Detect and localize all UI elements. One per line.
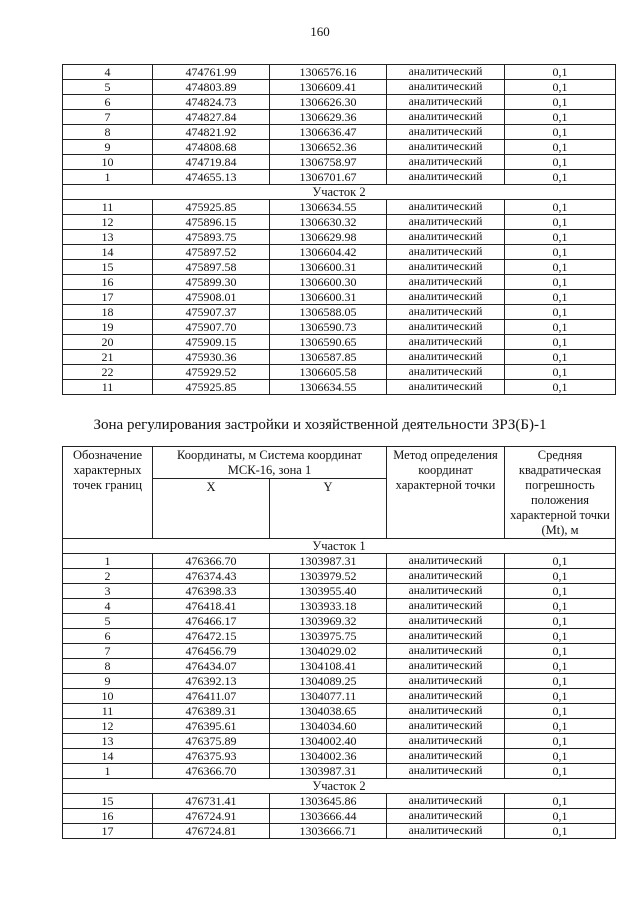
accuracy: 0,1	[505, 629, 616, 644]
method: аналитический	[387, 215, 505, 230]
accuracy: 0,1	[505, 230, 616, 245]
coord-y: 1306587.85	[270, 350, 387, 365]
point-number: 3	[63, 584, 153, 599]
coord-y: 1306588.05	[270, 305, 387, 320]
accuracy: 0,1	[505, 320, 616, 335]
coord-y: 1304034.60	[270, 719, 387, 734]
point-number: 11	[63, 200, 153, 215]
accuracy: 0,1	[505, 200, 616, 215]
table-row	[63, 824, 616, 839]
accuracy: 0,1	[505, 275, 616, 290]
accuracy: 0,1	[505, 569, 616, 584]
accuracy: 0,1	[505, 155, 616, 170]
accuracy: 0,1	[505, 365, 616, 380]
coord-y: 1306604.42	[270, 245, 387, 260]
table-row	[63, 65, 616, 80]
point-number: 11	[63, 380, 153, 395]
coord-x: 476374.43	[153, 569, 270, 584]
coord-x: 475925.85	[153, 380, 270, 395]
coord-y: 1303979.52	[270, 569, 387, 584]
coord-x: 474824.73	[153, 95, 270, 110]
coord-x: 476389.31	[153, 704, 270, 719]
method: аналитический	[387, 704, 505, 719]
table-row	[63, 215, 616, 230]
method: аналитический	[387, 260, 505, 275]
coord-y: 1306590.65	[270, 335, 387, 350]
method: аналитический	[387, 335, 505, 350]
point-number: 11	[63, 704, 153, 719]
point-number: 12	[63, 719, 153, 734]
method: аналитический	[387, 365, 505, 380]
point-number: 20	[63, 335, 153, 350]
table-row	[63, 719, 616, 734]
accuracy: 0,1	[505, 125, 616, 140]
table-row	[63, 659, 616, 674]
coord-y: 1306630.32	[270, 215, 387, 230]
table-row	[63, 260, 616, 275]
method: аналитический	[387, 230, 505, 245]
coord-y: 1304002.40	[270, 734, 387, 749]
table-row	[63, 584, 616, 599]
coord-x: 476366.70	[153, 764, 270, 779]
table2-rows-a	[63, 554, 616, 779]
accuracy: 0,1	[505, 335, 616, 350]
header-accuracy: Средняя квадратическая погрешность положения характерной точки (Mt), м	[505, 447, 616, 539]
table-row	[63, 155, 616, 170]
point-number: 8	[63, 125, 153, 140]
point-number: 1	[63, 554, 153, 569]
table2-section-2	[63, 779, 616, 794]
accuracy: 0,1	[505, 95, 616, 110]
coord-y: 1303955.40	[270, 584, 387, 599]
method: аналитический	[387, 749, 505, 764]
coord-x: 475929.52	[153, 365, 270, 380]
coord-y: 1303975.75	[270, 629, 387, 644]
point-number: 9	[63, 674, 153, 689]
coord-y: 1306634.55	[270, 200, 387, 215]
table1-rows-b	[63, 200, 616, 395]
table-row	[63, 200, 616, 215]
method: аналитический	[387, 659, 505, 674]
table1-section-2	[63, 185, 616, 200]
point-number: 13	[63, 734, 153, 749]
coord-x: 475909.15	[153, 335, 270, 350]
method: аналитический	[387, 644, 505, 659]
coord-y: 1306701.67	[270, 170, 387, 185]
coord-y: 1306576.16	[270, 65, 387, 80]
point-number: 6	[63, 629, 153, 644]
accuracy: 0,1	[505, 704, 616, 719]
method: аналитический	[387, 599, 505, 614]
accuracy: 0,1	[505, 599, 616, 614]
coord-y: 1303645.86	[270, 794, 387, 809]
method: аналитический	[387, 719, 505, 734]
coord-y: 1304002.36	[270, 749, 387, 764]
method: аналитический	[387, 629, 505, 644]
accuracy: 0,1	[505, 674, 616, 689]
coord-x: 475896.15	[153, 215, 270, 230]
accuracy: 0,1	[505, 110, 616, 125]
point-number: 7	[63, 644, 153, 659]
accuracy: 0,1	[505, 80, 616, 95]
coordinates-table-continued	[62, 64, 616, 395]
method: аналитический	[387, 290, 505, 305]
page-number: 160	[310, 24, 330, 39]
accuracy: 0,1	[505, 260, 616, 275]
coord-y: 1304077.11	[270, 689, 387, 704]
accuracy: 0,1	[505, 689, 616, 704]
method: аналитический	[387, 824, 505, 839]
accuracy: 0,1	[505, 764, 616, 779]
table-row	[63, 674, 616, 689]
point-number: 5	[63, 614, 153, 629]
coord-x: 474821.92	[153, 125, 270, 140]
coord-x: 474719.84	[153, 155, 270, 170]
coord-x: 476456.79	[153, 644, 270, 659]
table-row	[63, 629, 616, 644]
coord-x: 475899.30	[153, 275, 270, 290]
header-designation: Обозначение характерных точек границ	[63, 447, 153, 539]
coord-x: 475907.70	[153, 320, 270, 335]
accuracy: 0,1	[505, 749, 616, 764]
method: аналитический	[387, 554, 505, 569]
table-row	[63, 614, 616, 629]
point-number: 6	[63, 95, 153, 110]
coord-x: 475930.36	[153, 350, 270, 365]
coord-y: 1306652.36	[270, 140, 387, 155]
point-number: 13	[63, 230, 153, 245]
point-number: 8	[63, 659, 153, 674]
coord-y: 1306600.30	[270, 275, 387, 290]
method: аналитический	[387, 140, 505, 155]
method: аналитический	[387, 380, 505, 395]
coord-y: 1304038.65	[270, 704, 387, 719]
coord-y: 1306629.98	[270, 230, 387, 245]
accuracy: 0,1	[505, 245, 616, 260]
coord-x: 474655.13	[153, 170, 270, 185]
table-row	[63, 245, 616, 260]
method: аналитический	[387, 275, 505, 290]
coord-y: 1303933.18	[270, 599, 387, 614]
method: аналитический	[387, 584, 505, 599]
coord-y: 1303987.31	[270, 764, 387, 779]
accuracy: 0,1	[505, 584, 616, 599]
accuracy: 0,1	[505, 794, 616, 809]
section-title: Участок 2	[63, 779, 616, 794]
method: аналитический	[387, 794, 505, 809]
coord-x: 476366.70	[153, 554, 270, 569]
accuracy: 0,1	[505, 719, 616, 734]
table-row	[63, 809, 616, 824]
coord-x: 476375.89	[153, 734, 270, 749]
point-number: 19	[63, 320, 153, 335]
method: аналитический	[387, 689, 505, 704]
table-row	[63, 95, 616, 110]
accuracy: 0,1	[505, 659, 616, 674]
coord-y: 1306600.31	[270, 290, 387, 305]
coord-y: 1303987.31	[270, 554, 387, 569]
table-row	[63, 80, 616, 95]
coord-x: 474803.89	[153, 80, 270, 95]
point-number: 16	[63, 275, 153, 290]
section-title: Участок 2	[63, 185, 616, 200]
table-row	[63, 569, 616, 584]
point-number: 15	[63, 260, 153, 275]
point-number: 1	[63, 170, 153, 185]
coord-y: 1306629.36	[270, 110, 387, 125]
table-row	[63, 644, 616, 659]
table-row	[63, 290, 616, 305]
point-number: 14	[63, 749, 153, 764]
point-number: 5	[63, 80, 153, 95]
table-row	[63, 350, 616, 365]
header-x: X	[153, 479, 270, 539]
accuracy: 0,1	[505, 290, 616, 305]
table-row	[63, 764, 616, 779]
method: аналитический	[387, 674, 505, 689]
coord-x: 475925.85	[153, 200, 270, 215]
accuracy: 0,1	[505, 305, 616, 320]
point-number: 2	[63, 569, 153, 584]
table1-rows-a	[63, 65, 616, 185]
table-row	[63, 704, 616, 719]
coord-x: 475897.58	[153, 260, 270, 275]
point-number: 17	[63, 290, 153, 305]
coord-x: 476434.07	[153, 659, 270, 674]
point-number: 16	[63, 809, 153, 824]
coord-y: 1304089.25	[270, 674, 387, 689]
table-row	[63, 749, 616, 764]
coord-x: 476392.13	[153, 674, 270, 689]
point-number: 1	[63, 764, 153, 779]
table-row	[63, 230, 616, 245]
coord-x: 475893.75	[153, 230, 270, 245]
table-row	[63, 140, 616, 155]
coord-x: 474761.99	[153, 65, 270, 80]
point-number: 12	[63, 215, 153, 230]
method: аналитический	[387, 245, 505, 260]
coord-y: 1306590.73	[270, 320, 387, 335]
table-row	[63, 599, 616, 614]
method: аналитический	[387, 80, 505, 95]
method: аналитический	[387, 170, 505, 185]
method: аналитический	[387, 125, 505, 140]
coord-x: 476375.93	[153, 749, 270, 764]
point-number: 17	[63, 824, 153, 839]
coord-y: 1306605.58	[270, 365, 387, 380]
method: аналитический	[387, 110, 505, 125]
coord-x: 476731.41	[153, 794, 270, 809]
coord-x: 476724.81	[153, 824, 270, 839]
coord-y: 1303666.71	[270, 824, 387, 839]
method: аналитический	[387, 200, 505, 215]
table-row	[63, 554, 616, 569]
accuracy: 0,1	[505, 734, 616, 749]
coord-x: 475897.52	[153, 245, 270, 260]
table-row	[63, 320, 616, 335]
method: аналитический	[387, 350, 505, 365]
table2-rows-b	[63, 794, 616, 839]
point-number: 4	[63, 599, 153, 614]
method: аналитический	[387, 734, 505, 749]
table-row	[63, 335, 616, 350]
accuracy: 0,1	[505, 65, 616, 80]
point-number: 9	[63, 140, 153, 155]
accuracy: 0,1	[505, 809, 616, 824]
coord-y: 1304029.02	[270, 644, 387, 659]
method: аналитический	[387, 305, 505, 320]
coord-y: 1306600.31	[270, 260, 387, 275]
method: аналитический	[387, 65, 505, 80]
point-number: 10	[63, 689, 153, 704]
table-row	[63, 170, 616, 185]
table-row	[63, 794, 616, 809]
point-number: 14	[63, 245, 153, 260]
coord-x: 476472.15	[153, 629, 270, 644]
coord-y: 1303969.32	[270, 614, 387, 629]
coord-x: 476724.91	[153, 809, 270, 824]
accuracy: 0,1	[505, 554, 616, 569]
table-row	[63, 125, 616, 140]
coord-x: 475907.37	[153, 305, 270, 320]
coord-y: 1306636.47	[270, 125, 387, 140]
accuracy: 0,1	[505, 215, 616, 230]
zone-coordinates-table	[62, 446, 616, 839]
point-number: 22	[63, 365, 153, 380]
coord-y: 1303666.44	[270, 809, 387, 824]
method: аналитический	[387, 95, 505, 110]
accuracy: 0,1	[505, 824, 616, 839]
section-title: Участок 1	[63, 539, 616, 554]
point-number: 10	[63, 155, 153, 170]
table-row	[63, 305, 616, 320]
coord-y: 1306626.30	[270, 95, 387, 110]
method: аналитический	[387, 320, 505, 335]
coord-x: 474827.84	[153, 110, 270, 125]
table-row	[63, 734, 616, 749]
point-number: 21	[63, 350, 153, 365]
coord-y: 1306609.41	[270, 80, 387, 95]
coord-x: 476466.17	[153, 614, 270, 629]
header-y: Y	[270, 479, 387, 539]
accuracy: 0,1	[505, 644, 616, 659]
coord-x: 475908.01	[153, 290, 270, 305]
table-row	[63, 275, 616, 290]
coord-x: 476418.41	[153, 599, 270, 614]
header-coordinates: Координаты, м Система координат МСК-16, зона 1	[153, 447, 387, 479]
coord-x: 476395.61	[153, 719, 270, 734]
table-row	[63, 689, 616, 704]
accuracy: 0,1	[505, 350, 616, 365]
coord-y: 1306634.55	[270, 380, 387, 395]
method: аналитический	[387, 614, 505, 629]
method: аналитический	[387, 809, 505, 824]
coord-x: 474808.68	[153, 140, 270, 155]
table-row	[63, 380, 616, 395]
coord-x: 476411.07	[153, 689, 270, 704]
point-number: 4	[63, 65, 153, 80]
accuracy: 0,1	[505, 170, 616, 185]
point-number: 7	[63, 110, 153, 125]
point-number: 15	[63, 794, 153, 809]
method: аналитический	[387, 569, 505, 584]
zone-heading: Зона регулирования застройки и хозяйственной деятельности ЗРЗ(Б)-1	[93, 417, 547, 433]
coord-y: 1304108.41	[270, 659, 387, 674]
method: аналитический	[387, 764, 505, 779]
accuracy: 0,1	[505, 140, 616, 155]
accuracy: 0,1	[505, 380, 616, 395]
point-number: 18	[63, 305, 153, 320]
table-row	[63, 365, 616, 380]
table-row	[63, 110, 616, 125]
header-method: Метод определения координат характерной точки	[387, 447, 505, 539]
table2-header	[63, 447, 616, 554]
coord-x: 476398.33	[153, 584, 270, 599]
method: аналитический	[387, 155, 505, 170]
coord-y: 1306758.97	[270, 155, 387, 170]
accuracy: 0,1	[505, 614, 616, 629]
